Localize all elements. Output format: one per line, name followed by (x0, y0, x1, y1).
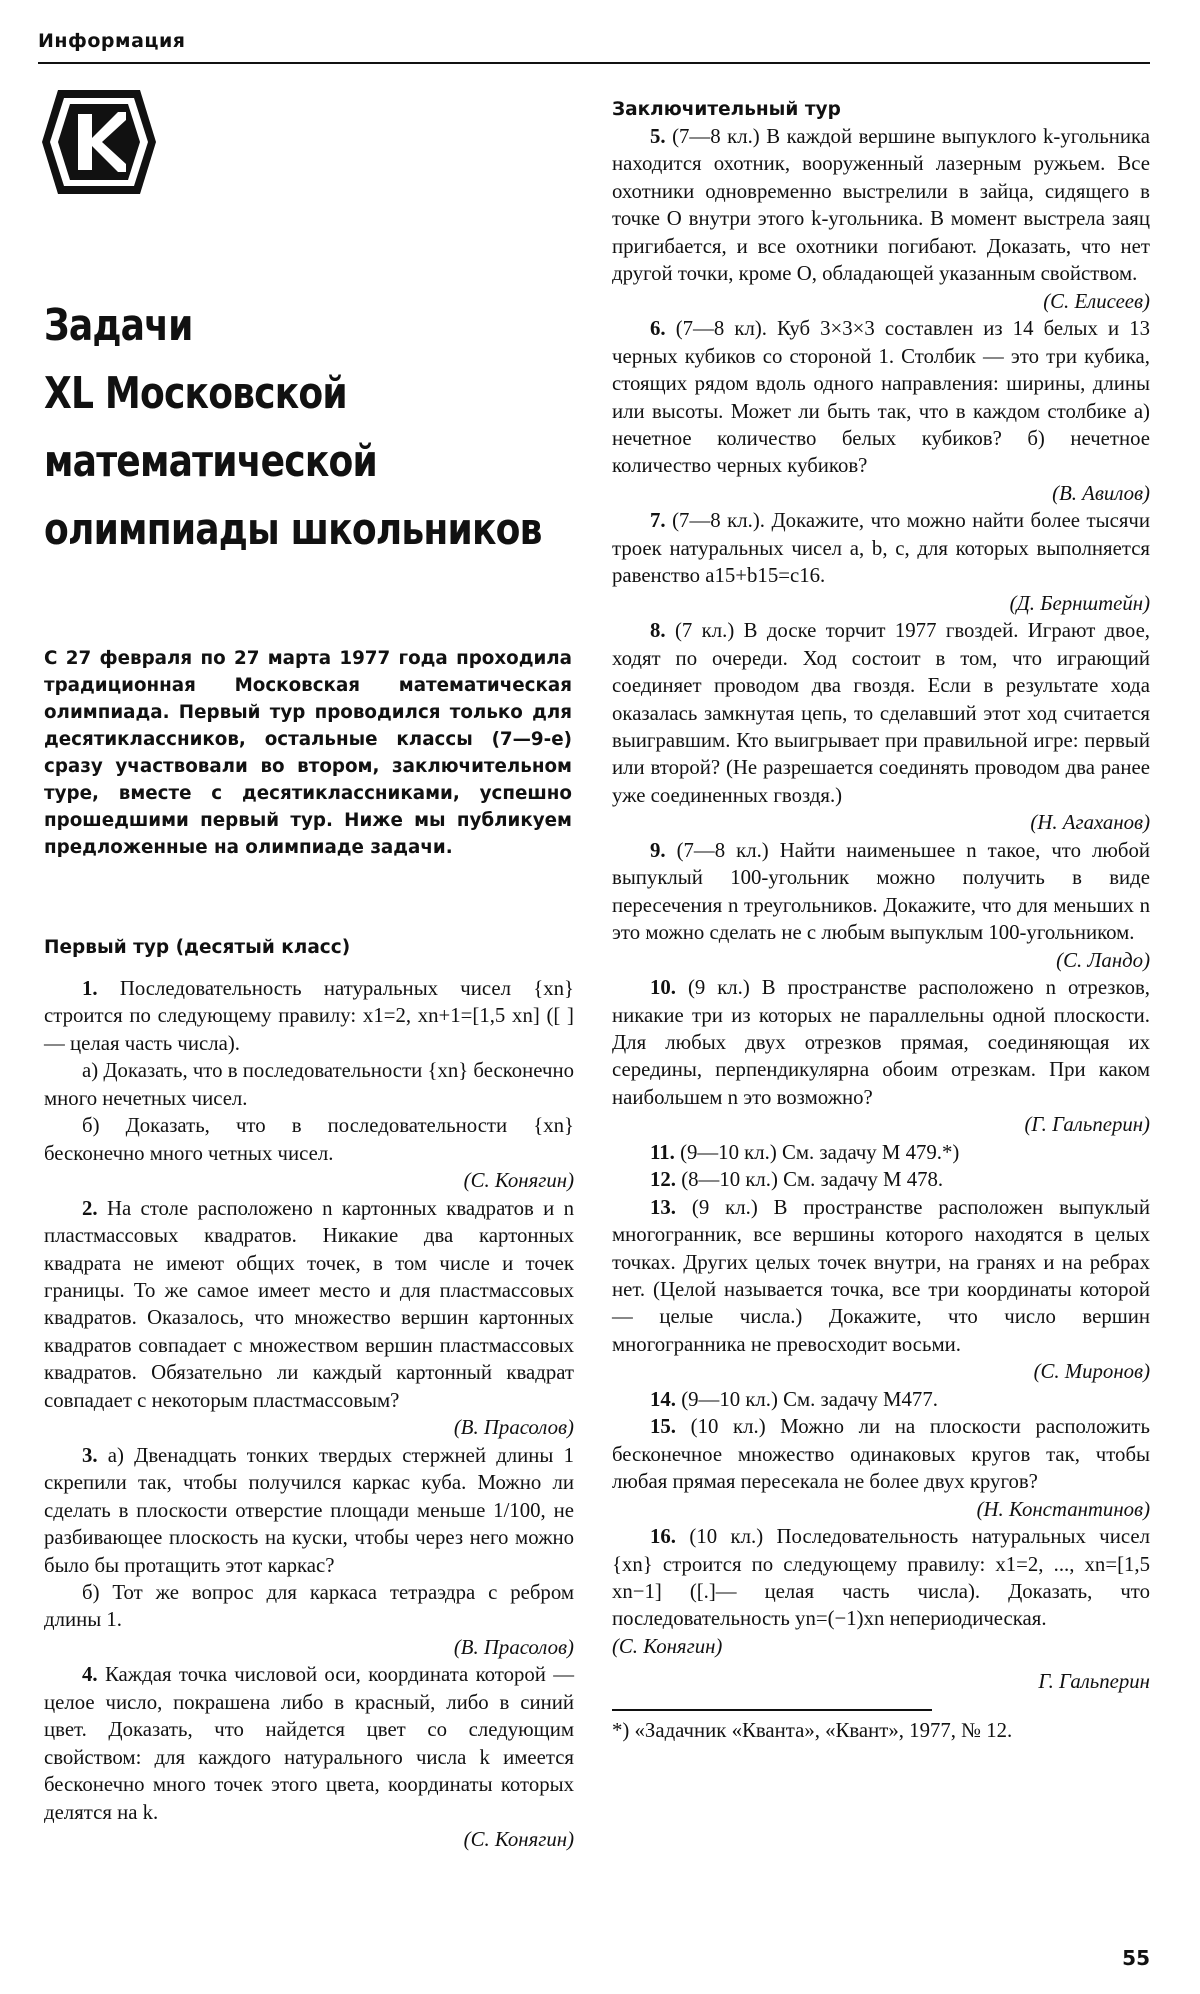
problem-1a: а) Доказать, что в последовательности {xn} бесконечно много нечетных чисел. (44, 1059, 574, 1110)
problem-4-text: Каждая точка числовой оси, координата которой — целое число, покрашена либо в красный, либо в синий цвет. Доказать, что найдется цвет со следующим свойством: для каждого натурального числа k имеется бесконечно много точек этого цвета, координаты которых делятся на k. (44, 1663, 575, 1824)
problem-13-number: 13. (650, 1195, 676, 1219)
problem-11-text: (9—10 кл.) См. задачу М 479.*) (680, 1140, 960, 1164)
problem-3b: б) Тот же вопрос для каркаса тетраэдра с ребром длины 1. (44, 1580, 574, 1632)
intro-paragraph: С 27 февраля по 27 марта 1977 года проходила традиционная Московская математическая олимпиада. Первый тур проводился только для десятиклассников, остальные классы (7—9-е) сразу участвовали во втором, заключительном туре, вместе с десятиклассниками, успешно прошедшими первый тур. Ниже мы публикуем предложенные на олимпиаде задачи. (44, 648, 572, 858)
article-signoff: Г. Гальперин (1038, 1670, 1150, 1694)
kvant-logo (40, 88, 158, 196)
problem-1 (44, 975, 574, 1057)
problem-6-author: (В. Авилов) (1052, 481, 1150, 505)
problem-15 (612, 1413, 1150, 1495)
problem-13-author: (С. Миронов) (1033, 1360, 1150, 1384)
title-line-4: олимпиады школьников (44, 504, 542, 555)
problem-7 (612, 507, 1150, 589)
problem-3-text: а) Двенадцать тонких твердых стержней длины 1 скрепили так, чтобы получился каркас куба. Можно ли сделать в плоскости отверстие площади меньше 1/100, не разбивающее плоскость на куски, чтобы через него можно было бы протащить этот каркас? (44, 1443, 574, 1577)
problem-8-author: (Н. Агаханов) (1030, 811, 1150, 835)
problem-4-author: (С. Конягин) (463, 1828, 574, 1852)
problem-5-text: (7—8 кл.) В каждой вершине выпуклого k-угольника находится охотник, вооруженный лазерным ружьем. Все охотники одновременно выстрелили в зайца, сидящего в точке O внутри этого k-угольника. В момент выстрела заяц пригибается, и все охотники погибают. Доказать, что нет другой точки, кроме O, обладающей указанным свойством. (612, 125, 1150, 286)
problem-13 (612, 1194, 1150, 1359)
problem-10-number: 10. (650, 976, 676, 1000)
problem-15-author: (Н. Константинов) (976, 1497, 1150, 1521)
problem-8 (612, 617, 1150, 809)
problem-16-number: 16. (650, 1525, 676, 1549)
problem-1b: б) Доказать, что в последовательности {xn} бесконечно много четных чисел. (44, 1114, 574, 1165)
problem-12 (612, 1166, 1150, 1193)
problem-3 (44, 1442, 574, 1579)
footnote-rule (612, 1709, 932, 1711)
problem-11 (612, 1139, 1150, 1166)
problem-5-author: (С. Елисеев) (1043, 289, 1150, 313)
problem-2-number: 2. (82, 1196, 98, 1220)
problem-5 (612, 123, 1150, 288)
problem-6-number: 6. (650, 317, 666, 341)
problem-16 (612, 1523, 1150, 1633)
problem-6-text: (7—8 кл). Куб 3×3×3 составлен из 14 белых и 13 черных кубиков со стороной 1. Столбик — это три кубика, стоящих рядом вдоль одного направления: ширины, длины или высоты. Может ли быть так, что в каждом столбике а) нечетное количество белых кубиков? б) нечетное количество черных кубиков? (612, 317, 1150, 478)
problem-15-text: (10 кл.) Можно ли на плоскости расположить бесконечное множество одинаковых кругов так, чтобы любая прямая пересекала не более двух кругов? (612, 1415, 1151, 1494)
title-line-1: Задачи (44, 300, 193, 351)
footnote: *) «Задачник «Кванта», «Квант», 1977, № 12. (612, 1718, 1013, 1742)
header-rule (38, 62, 1150, 64)
problem-14 (612, 1386, 1150, 1413)
problem-13-text: (9 кл.) В пространстве расположен выпуклый многогранник, все вершины которого находятся в целых точках. Других целых точек внутри, на гранях и на ребрах нет. (Целой называется точка, все три координаты которой — целые числа.) Докажите, что число вершин многогранника не превосходит восьми. (612, 1195, 1150, 1356)
problem-5-number: 5. (650, 125, 666, 148)
problem-8-text: (7 кл.) В доске торчит 1977 гвоздей. Играют двое, ходят по очереди. Ход состоит в том, что играющий соединяет проводом два гвоздя. Если в результате хода оказалась замкнутая цепь, то сделавший этот ход считается выигравшим. Кто выигрывает при правильной игре: первый или второй? (Не разрешается соединять проводом два ранее уже соединенных гвоздя.) (612, 619, 1150, 807)
problem-16-text: (10 кл.) Последовательность натуральных чисел {xn} строится по следующему правилу: x1=2, ..., xn=[1,5 xn−1] ([.]— целая часть числа). Доказать, что последовательность yn=(−1)xn непериодическая. (612, 1525, 1150, 1631)
problem-8-number: 8. (650, 619, 666, 643)
problem-9-author: (С. Ландо) (1056, 948, 1150, 972)
right-column (612, 96, 1150, 1744)
title-line-2: XL Московской (44, 368, 347, 419)
problem-10-text: (9 кл.) В пространстве расположено n отрезков, никакие три из которых не параллельны одной плоскости. Для любых двух отрезков прямая, соединяющая их середины, перпендикулярна обоим отрезкам. При каком наибольшем n это возможно? (612, 976, 1150, 1109)
problem-3-author: (В. Прасолов) (453, 1635, 574, 1659)
problem-16-author: (С. Конягин) (612, 1634, 723, 1658)
problem-12-text: (8—10 кл.) См. задачу М 478. (681, 1168, 944, 1192)
problem-2-text: На столе расположено n картонных квадратов и n пластмассовых квадратов. Никакие два картонных квадрата не имеют общих точек, в том числе и точек границы. То же самое имеет место и для пластмассовых квадратов. Оказалось, что множество вершин картонных квадратов совпадает с множеством вершин пластмассовых квадратов. Обязательно ли каждый картонный квадрат совпадает с некоторым пластмассовым? (44, 1196, 574, 1412)
problem-7-author: (Д. Бернштейн) (1009, 591, 1150, 615)
problem-4-number: 4. (82, 1663, 98, 1687)
section-label: Информация (38, 30, 186, 52)
problem-9 (612, 837, 1150, 947)
title-line-3: математической (44, 436, 377, 487)
problem-2 (44, 1195, 574, 1415)
page-number: 55 (1122, 1946, 1150, 1970)
problem-12-number: 12. (650, 1168, 676, 1192)
problem-7-number: 7. (650, 509, 666, 533)
problem-10-author: (Г. Гальперин) (1024, 1113, 1150, 1137)
problem-1-text: Последовательность натуральных чисел {xn} строится по следующему правилу: x1=2, xn+1=[1,5 xn] ([ ] — целая часть числа). (44, 977, 574, 1055)
problem-15-number: 15. (650, 1415, 676, 1439)
final-round-heading: Заключительный тур (612, 99, 841, 120)
problem-3-number: 3. (82, 1443, 98, 1467)
problem-10 (612, 974, 1150, 1111)
problem-7-text: (7—8 кл.). Докажите, что можно найти более тысячи троек натуральных чисел a, b, c, для которых выполняется равенство a15+b15=c16. (612, 509, 1150, 588)
left-column (44, 934, 574, 1854)
problem-9-number: 9. (650, 838, 666, 862)
problem-11-number: 11. (650, 1140, 675, 1164)
problem-14-text: (9—10 кл.) См. задачу М477. (681, 1387, 938, 1411)
problem-4 (44, 1661, 574, 1826)
problem-1-number: 1. (82, 977, 98, 1000)
problem-6 (612, 315, 1150, 480)
problem-14-number: 14. (650, 1387, 676, 1411)
article-title (44, 292, 542, 564)
problem-2-author: (В. Прасолов) (453, 1416, 574, 1440)
first-round-heading: Первый тур (десятый класс) (44, 937, 351, 958)
problem-1-author: (С. Конягин) (463, 1169, 574, 1193)
problem-9-text: (7—8 кл.) Найти наименьшее n такое, что любой выпуклый 100-угольник можно получить в виде пересечения n треугольников. Докажите, что для меньших n это можно сделать не с любым выпуклым 100-угольником. (612, 838, 1151, 945)
